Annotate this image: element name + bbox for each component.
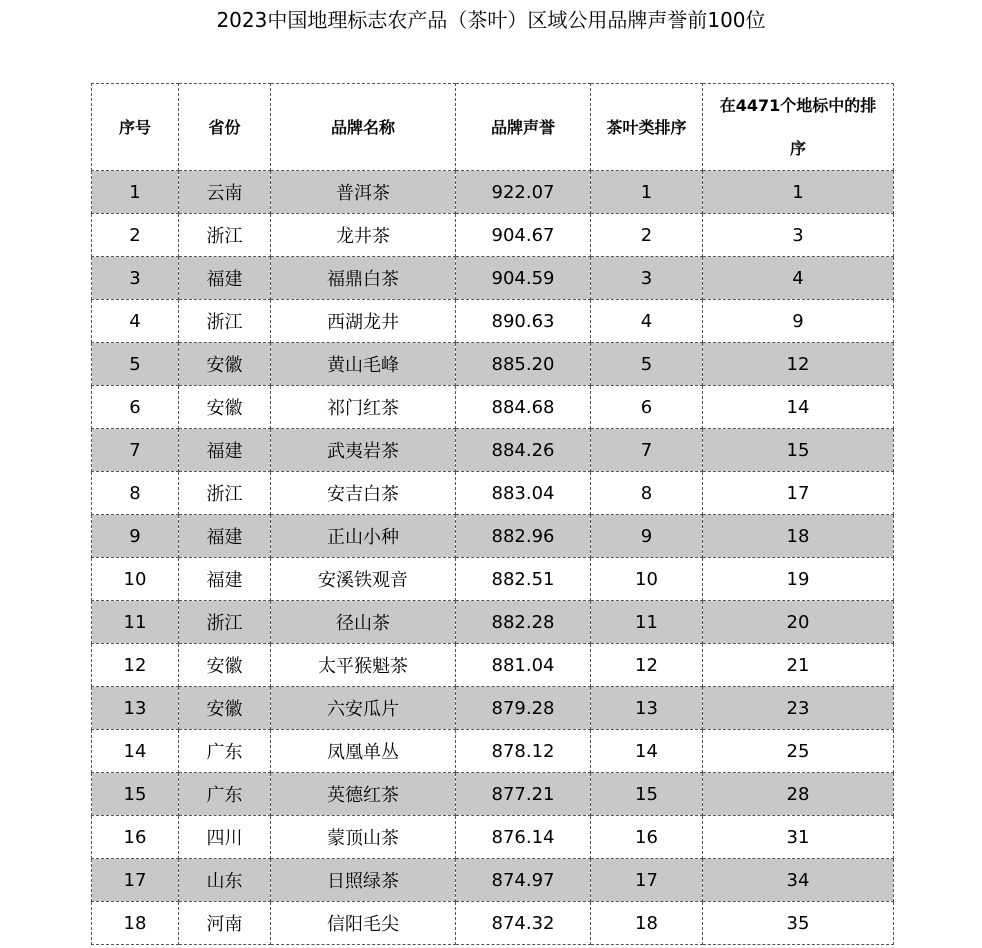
- cell-reputation: 881.04: [456, 644, 591, 687]
- cell-serial: 13: [92, 687, 179, 730]
- cell-tea-rank: 7: [591, 429, 703, 472]
- cell-tea-rank: 16: [591, 816, 703, 859]
- header-brand-name: 品牌名称: [271, 84, 456, 171]
- cell-overall-rank: 21: [703, 644, 894, 687]
- cell-province: 福建: [179, 429, 271, 472]
- cell-brand-name: 蒙顶山茶: [271, 816, 456, 859]
- cell-overall-rank: 4: [703, 257, 894, 300]
- cell-brand-name: 安溪铁观音: [271, 558, 456, 601]
- cell-reputation: 884.26: [456, 429, 591, 472]
- cell-overall-rank: 9: [703, 300, 894, 343]
- cell-province: 安徽: [179, 386, 271, 429]
- document-title: 2023中国地理标志农产品（茶叶）区域公用品牌声誉前100位: [216, 8, 766, 32]
- cell-serial: 4: [92, 300, 179, 343]
- cell-tea-rank: 15: [591, 773, 703, 816]
- table-row: [92, 773, 894, 816]
- cell-tea-rank: 18: [591, 902, 703, 945]
- cell-province: 云南: [179, 171, 271, 214]
- table-row: [92, 816, 894, 859]
- cell-overall-rank: 31: [703, 816, 894, 859]
- cell-serial: 8: [92, 472, 179, 515]
- cell-reputation: 890.63: [456, 300, 591, 343]
- cell-tea-rank: 9: [591, 515, 703, 558]
- table-row: [92, 300, 894, 343]
- cell-overall-rank: 15: [703, 429, 894, 472]
- cell-tea-rank: 2: [591, 214, 703, 257]
- cell-province: 浙江: [179, 300, 271, 343]
- cell-province: 广东: [179, 730, 271, 773]
- header-overall-rank-text: 在4471个地标中的排序: [719, 96, 877, 158]
- cell-province: 四川: [179, 816, 271, 859]
- brand-table-container: [91, 83, 892, 945]
- cell-serial: 5: [92, 343, 179, 386]
- cell-brand-name: 武夷岩茶: [271, 429, 456, 472]
- cell-reputation: 904.67: [456, 214, 591, 257]
- cell-overall-rank: 34: [703, 859, 894, 902]
- cell-serial: 11: [92, 601, 179, 644]
- cell-overall-rank: 1: [703, 171, 894, 214]
- cell-overall-rank: 23: [703, 687, 894, 730]
- table-row: [92, 386, 894, 429]
- cell-brand-name: 福鼎白茶: [271, 257, 456, 300]
- cell-brand-name: 英德红茶: [271, 773, 456, 816]
- cell-overall-rank: 17: [703, 472, 894, 515]
- cell-tea-rank: 14: [591, 730, 703, 773]
- cell-brand-name: 正山小种: [271, 515, 456, 558]
- cell-reputation: 884.68: [456, 386, 591, 429]
- cell-brand-name: 信阳毛尖: [271, 902, 456, 945]
- cell-brand-name: 径山茶: [271, 601, 456, 644]
- cell-overall-rank: 20: [703, 601, 894, 644]
- table-row: [92, 472, 894, 515]
- cell-tea-rank: 12: [591, 644, 703, 687]
- table-row: [92, 429, 894, 472]
- header-reputation: 品牌声誉: [456, 84, 591, 171]
- table-row: [92, 687, 894, 730]
- table-row: [92, 343, 894, 386]
- cell-province: 安徽: [179, 687, 271, 730]
- cell-brand-name: 祁门红茶: [271, 386, 456, 429]
- table-row: [92, 257, 894, 300]
- cell-brand-name: 龙井茶: [271, 214, 456, 257]
- cell-reputation: 904.59: [456, 257, 591, 300]
- cell-serial: 9: [92, 515, 179, 558]
- cell-reputation: 922.07: [456, 171, 591, 214]
- cell-serial: 17: [92, 859, 179, 902]
- cell-overall-rank: 3: [703, 214, 894, 257]
- cell-province: 福建: [179, 558, 271, 601]
- cell-tea-rank: 3: [591, 257, 703, 300]
- header-tea-rank-text: 茶叶类排序: [606, 117, 687, 137]
- cell-province: 河南: [179, 902, 271, 945]
- cell-reputation: 877.21: [456, 773, 591, 816]
- cell-reputation: 882.51: [456, 558, 591, 601]
- cell-serial: 10: [92, 558, 179, 601]
- cell-serial: 1: [92, 171, 179, 214]
- brand-reputation-table: [91, 83, 894, 945]
- cell-brand-name: 安吉白茶: [271, 472, 456, 515]
- cell-serial: 3: [92, 257, 179, 300]
- cell-serial: 12: [92, 644, 179, 687]
- header-tea-rank: [591, 84, 703, 171]
- cell-reputation: 883.04: [456, 472, 591, 515]
- cell-overall-rank: 25: [703, 730, 894, 773]
- cell-brand-name: 西湖龙井: [271, 300, 456, 343]
- cell-province: 浙江: [179, 472, 271, 515]
- cell-province: 福建: [179, 515, 271, 558]
- table-row: [92, 558, 894, 601]
- cell-tea-rank: 13: [591, 687, 703, 730]
- table-row: [92, 902, 894, 945]
- cell-reputation: 874.97: [456, 859, 591, 902]
- cell-serial: 6: [92, 386, 179, 429]
- cell-overall-rank: 12: [703, 343, 894, 386]
- cell-brand-name: 黄山毛峰: [271, 343, 456, 386]
- cell-province: 浙江: [179, 214, 271, 257]
- cell-tea-rank: 6: [591, 386, 703, 429]
- table-row: [92, 644, 894, 687]
- cell-overall-rank: 19: [703, 558, 894, 601]
- cell-reputation: 874.32: [456, 902, 591, 945]
- cell-serial: 14: [92, 730, 179, 773]
- cell-tea-rank: 1: [591, 171, 703, 214]
- cell-overall-rank: 18: [703, 515, 894, 558]
- cell-reputation: 876.14: [456, 816, 591, 859]
- cell-province: 广东: [179, 773, 271, 816]
- cell-tea-rank: 4: [591, 300, 703, 343]
- header-overall-rank: [703, 84, 894, 171]
- cell-province: 安徽: [179, 644, 271, 687]
- cell-reputation: 879.28: [456, 687, 591, 730]
- table-row: [92, 859, 894, 902]
- cell-serial: 7: [92, 429, 179, 472]
- cell-reputation: 878.12: [456, 730, 591, 773]
- table-header-row: [92, 84, 894, 171]
- cell-serial: 16: [92, 816, 179, 859]
- cell-overall-rank: 35: [703, 902, 894, 945]
- table-row: [92, 601, 894, 644]
- table-body: [92, 171, 894, 945]
- header-serial: 序号: [92, 84, 179, 171]
- cell-province: 山东: [179, 859, 271, 902]
- cell-brand-name: 凤凰单丛: [271, 730, 456, 773]
- cell-overall-rank: 14: [703, 386, 894, 429]
- cell-brand-name: 日照绿茶: [271, 859, 456, 902]
- cell-brand-name: 太平猴魁茶: [271, 644, 456, 687]
- cell-province: 浙江: [179, 601, 271, 644]
- cell-tea-rank: 5: [591, 343, 703, 386]
- cell-brand-name: 普洱茶: [271, 171, 456, 214]
- cell-reputation: 882.28: [456, 601, 591, 644]
- cell-tea-rank: 11: [591, 601, 703, 644]
- header-province: 省份: [179, 84, 271, 171]
- table-row: [92, 515, 894, 558]
- cell-overall-rank: 28: [703, 773, 894, 816]
- table-row: [92, 730, 894, 773]
- cell-serial: 18: [92, 902, 179, 945]
- table-row: [92, 171, 894, 214]
- cell-serial: 2: [92, 214, 179, 257]
- cell-reputation: 882.96: [456, 515, 591, 558]
- cell-tea-rank: 8: [591, 472, 703, 515]
- cell-reputation: 885.20: [456, 343, 591, 386]
- cell-brand-name: 六安瓜片: [271, 687, 456, 730]
- cell-serial: 15: [92, 773, 179, 816]
- cell-tea-rank: 17: [591, 859, 703, 902]
- table-row: [92, 214, 894, 257]
- cell-tea-rank: 10: [591, 558, 703, 601]
- cell-province: 福建: [179, 257, 271, 300]
- cell-province: 安徽: [179, 343, 271, 386]
